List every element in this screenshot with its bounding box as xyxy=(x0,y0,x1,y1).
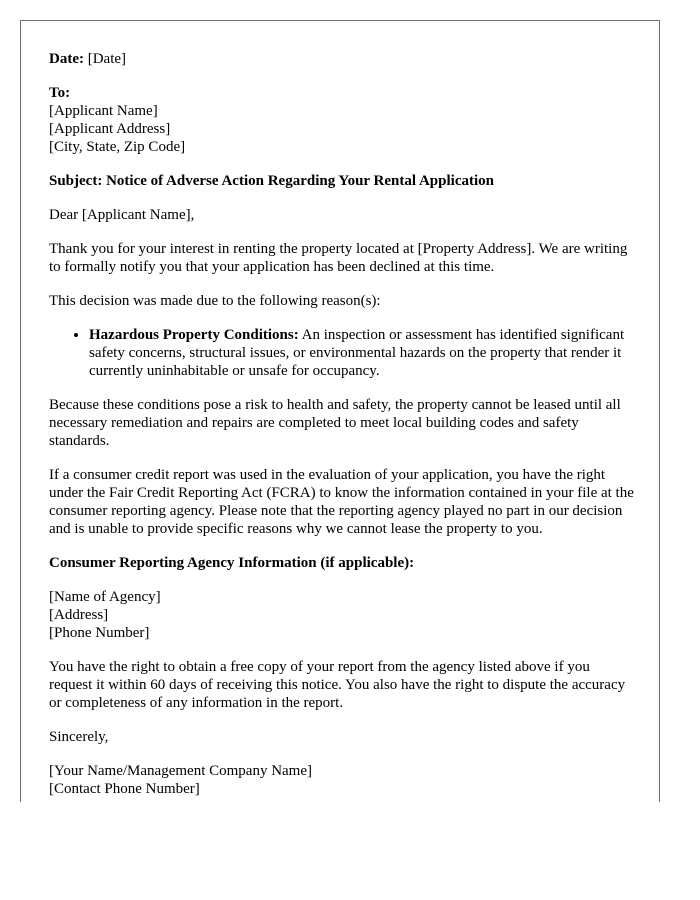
agency-phone: [Phone Number] xyxy=(49,625,150,641)
signature-block xyxy=(49,762,635,798)
reason-intro: This decision was made due to the following reason(s): xyxy=(49,293,381,309)
recipient-name: [Applicant Name] xyxy=(49,103,158,119)
agency-address: [Address] xyxy=(49,607,109,623)
date-value: [Date] xyxy=(87,51,127,67)
agency-info-block xyxy=(49,588,635,642)
agency-name: [Name of Agency] xyxy=(49,589,161,605)
reason-text: An inspection or assessment has identified significant safety concerns, structural issues, or environmental hazards on the property that render it currently uninhabitable or unsafe for occupancy. xyxy=(89,327,625,379)
reason-list xyxy=(49,326,635,380)
rights-paragraph: You have the right to obtain a free copy of your report from the agency listed above if you request it within 60 days of receiving this notice. You also have the right to dispute the accuracy or completeness of any information in the report. xyxy=(49,659,626,711)
date-line xyxy=(49,50,635,68)
to-label: To: xyxy=(49,85,71,101)
subject-text: Subject: Notice of Adverse Action Regarding Your Rental Application xyxy=(49,173,494,189)
signature-phone: [Contact Phone Number] xyxy=(49,781,200,797)
date-label: Date: xyxy=(49,51,84,67)
recipient-city-state-zip: [City, State, Zip Code] xyxy=(49,139,186,155)
recipient-block xyxy=(49,84,635,156)
recipient-address: [Applicant Address] xyxy=(49,121,171,137)
reason-title: Hazardous Property Conditions: xyxy=(89,327,299,343)
signature-name: [Your Name/Management Company Name] xyxy=(49,763,312,779)
letter-content xyxy=(49,50,635,802)
agency-heading xyxy=(49,554,635,572)
fcra-paragraph: If a consumer credit report was used in the evaluation of your application, you have the right under the Fair Credit Reporting Act (FCRA) to know the information contained in your file at the consumer reporting agency. Please note that the reporting agency played no part in our decision and is unable to provide specific reasons why we cannot lease the property to you. xyxy=(49,467,634,537)
subject-line xyxy=(49,172,635,190)
intro-paragraph: Thank you for your interest in renting the property located at [Property Address]. We are writing to formally notify you that your application has been declined at this time. xyxy=(49,241,628,275)
reason-item xyxy=(89,326,635,380)
closing: Sincerely, xyxy=(49,729,109,745)
letter-page xyxy=(20,20,660,802)
greeting: Dear [Applicant Name], xyxy=(49,207,195,223)
agency-heading-text: Consumer Reporting Agency Information (if applicable): xyxy=(49,555,415,571)
risk-paragraph: Because these conditions pose a risk to health and safety, the property cannot be leased until all necessary remediation and repairs are completed to meet local building codes and safety standards. xyxy=(49,397,621,449)
